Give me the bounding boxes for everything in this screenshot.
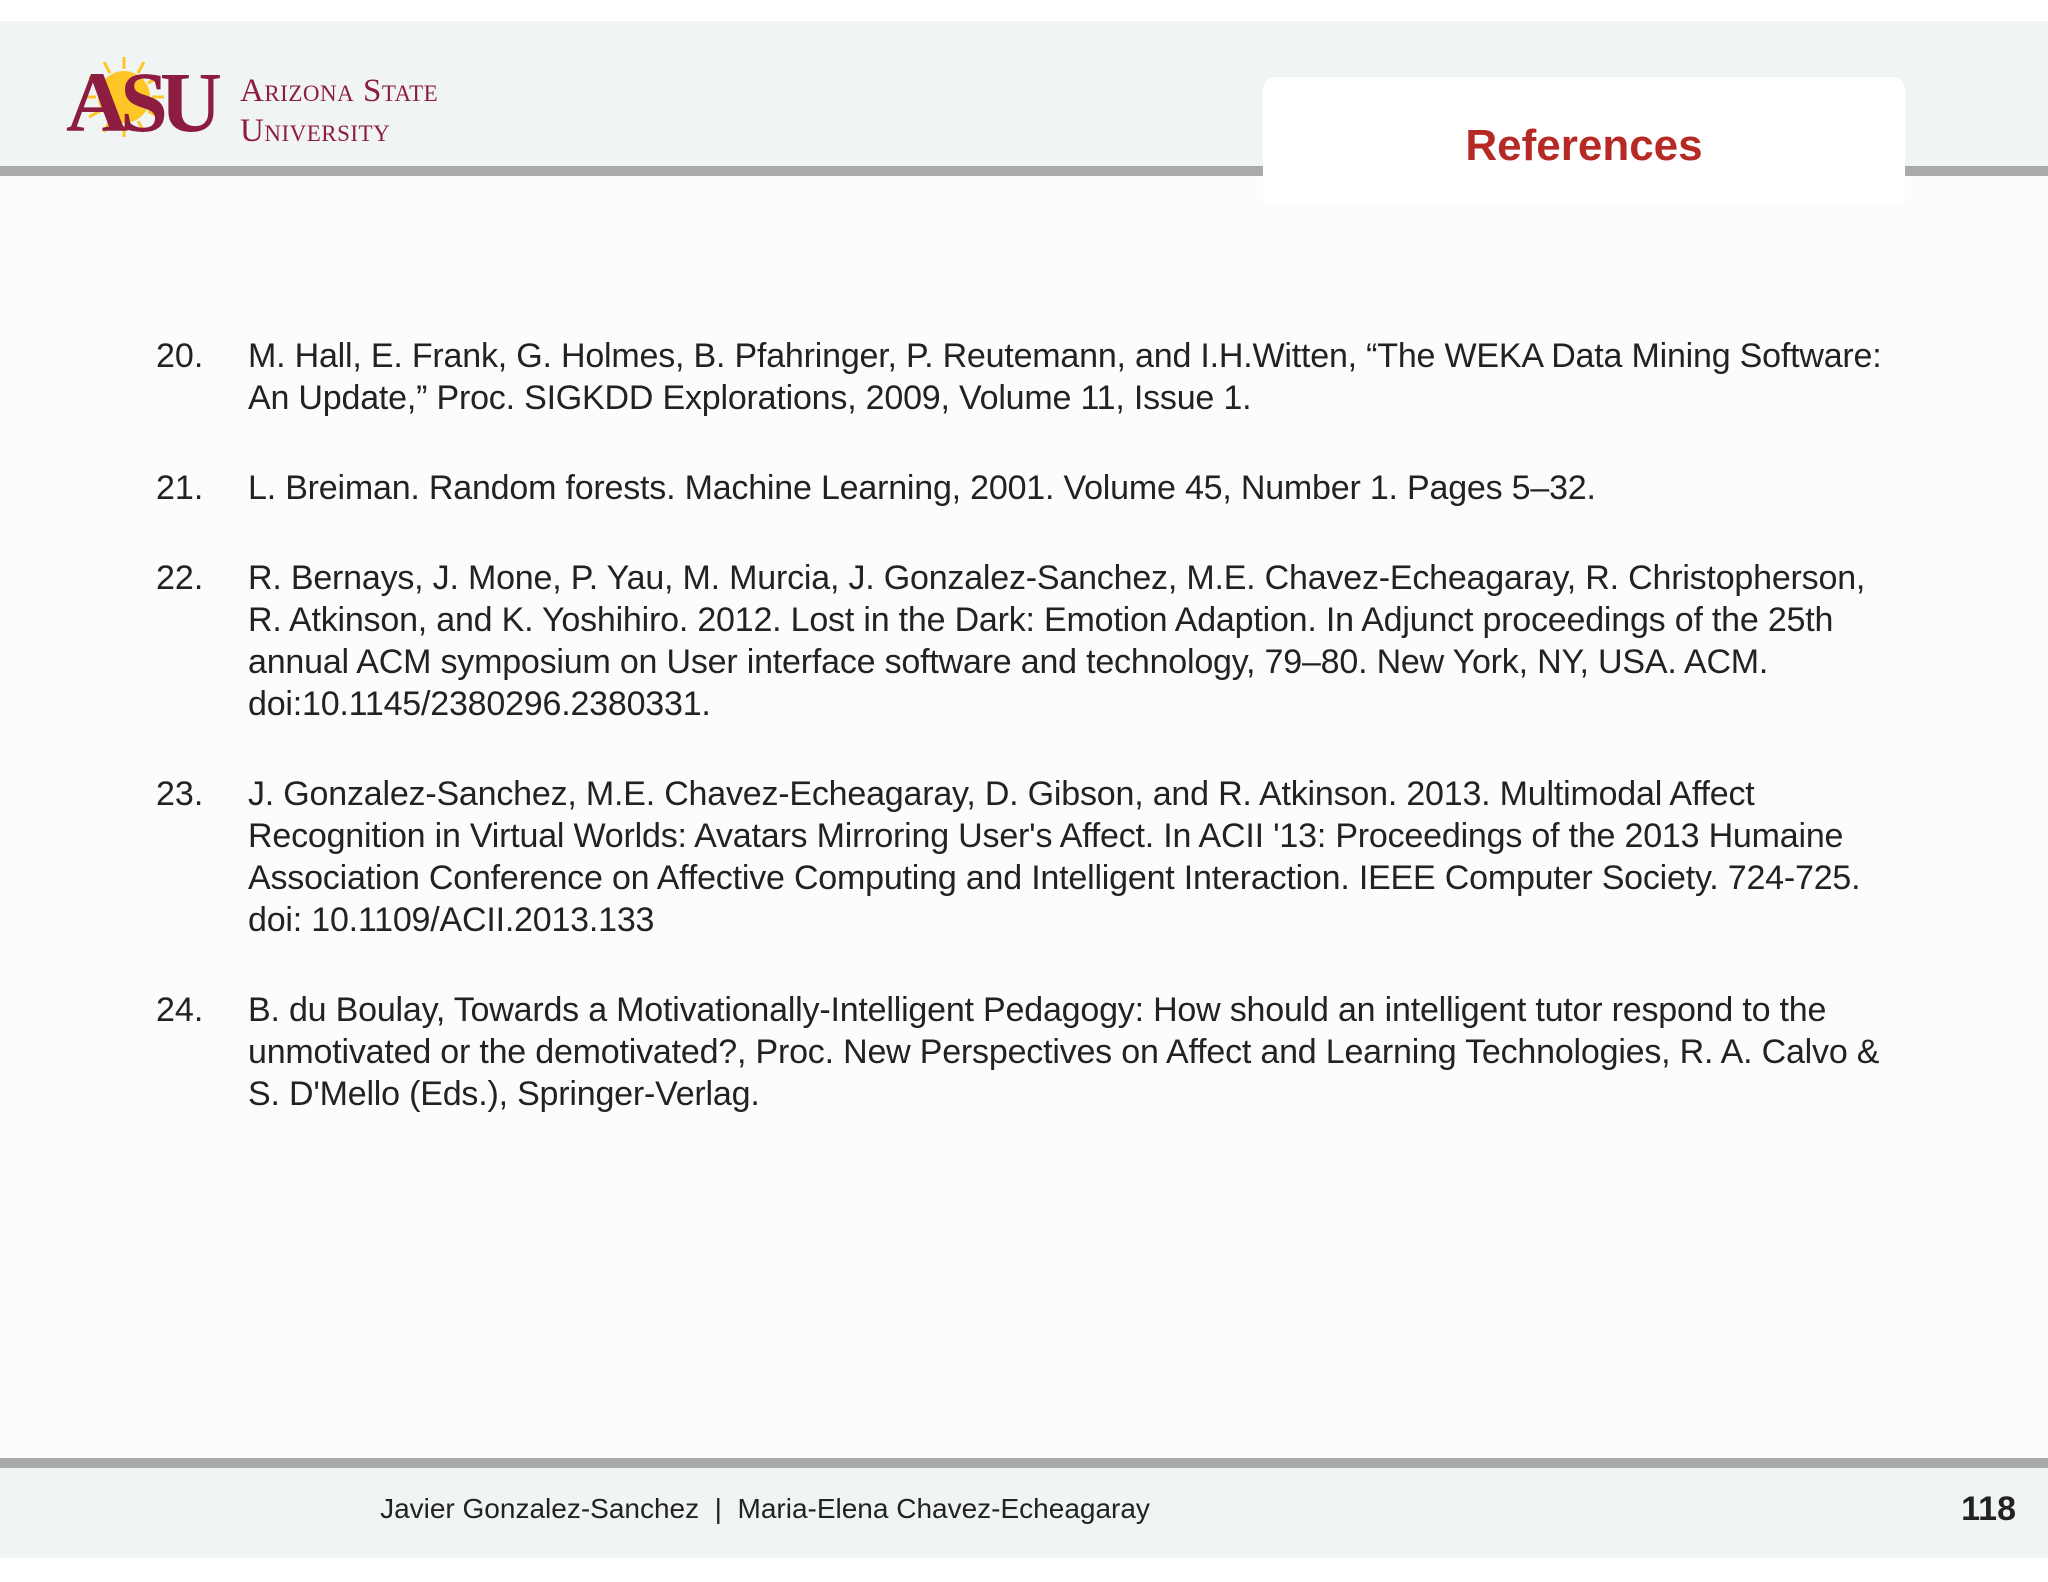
page-title: References [1465, 121, 1703, 170]
footer-divider [0, 1458, 2048, 1468]
reference-item [156, 773, 1896, 941]
reference-text: L. Breiman. Random forests. Machine Learning, 2001. Volume 45, Number 1. Pages 5–32. [248, 469, 1596, 507]
reference-item [156, 335, 1896, 419]
reference-number: 21. [156, 469, 204, 507]
reference-text: R. Bernays, J. Mone, P. Yau, M. Murcia, J. Gonzalez-Sanchez, M.E. Chavez-Echeagaray, R. Christopherson, R. Atkinson, and K. Yoshihiro. 2012. Lost in the Dark: Emotion Adaption. In Adjunct proceedings of the 25th annual ACM symposium on User interface software and technology, 79–80. New York, NY, USA. ACM. doi:10.1145/2380296.2380331. [248, 559, 1866, 723]
reference-number: 20. [156, 337, 204, 375]
reference-number: 24. [156, 991, 204, 1029]
asu-wordmark-line1: Arizona State [240, 73, 439, 109]
reference-number: 22. [156, 559, 204, 597]
asu-sunburst-logo-icon [66, 55, 232, 139]
slide [0, 21, 2048, 1558]
asu-wordmark [240, 71, 438, 151]
reference-text: J. Gonzalez-Sanchez, M.E. Chavez-Echeagaray, D. Gibson, and R. Atkinson. 2013. Multimodal Affect Recognition in Virtual Worlds: Avatars Mirroring User's Affect. In ACII '13: Proceedings of the 2013 Humaine Association Conference on Affective Computing and Intelligent Interaction. IEEE Computer Society. 724-725. doi: 10.1109/ACII.2013.133 [248, 775, 1861, 939]
reference-text: M. Hall, E. Frank, G. Holmes, B. Pfahringer, P. Reutemann, and I.H.Witten, “The WEKA Data Mining Software: An Update,” Proc. SIGKDD Explorations, 2009, Volume 11, Issue 1. [248, 337, 1882, 417]
svg-text:ASU: ASU [66, 55, 215, 139]
reference-list [156, 335, 1896, 1163]
footer-authors: Javier Gonzalez-Sanchez | Maria-Elena Chavez-Echeagaray [380, 1493, 1150, 1524]
page-number: 118 [1961, 1490, 2016, 1528]
reference-item [156, 557, 1896, 725]
asu-wordmark-line2: University [240, 113, 391, 149]
reference-item [156, 467, 1896, 509]
reference-text: B. du Boulay, Towards a Motivationally-Intelligent Pedagogy: How should an intelligent tutor respond to the unmotivated or the demotivated?, Proc. New Perspectives on Affect and Learning Technologies, R. A. Calvo & S. D'Mello (Eds.), Springer-Verlag. [248, 991, 1880, 1113]
reference-number: 23. [156, 775, 204, 813]
reference-item [156, 989, 1896, 1115]
